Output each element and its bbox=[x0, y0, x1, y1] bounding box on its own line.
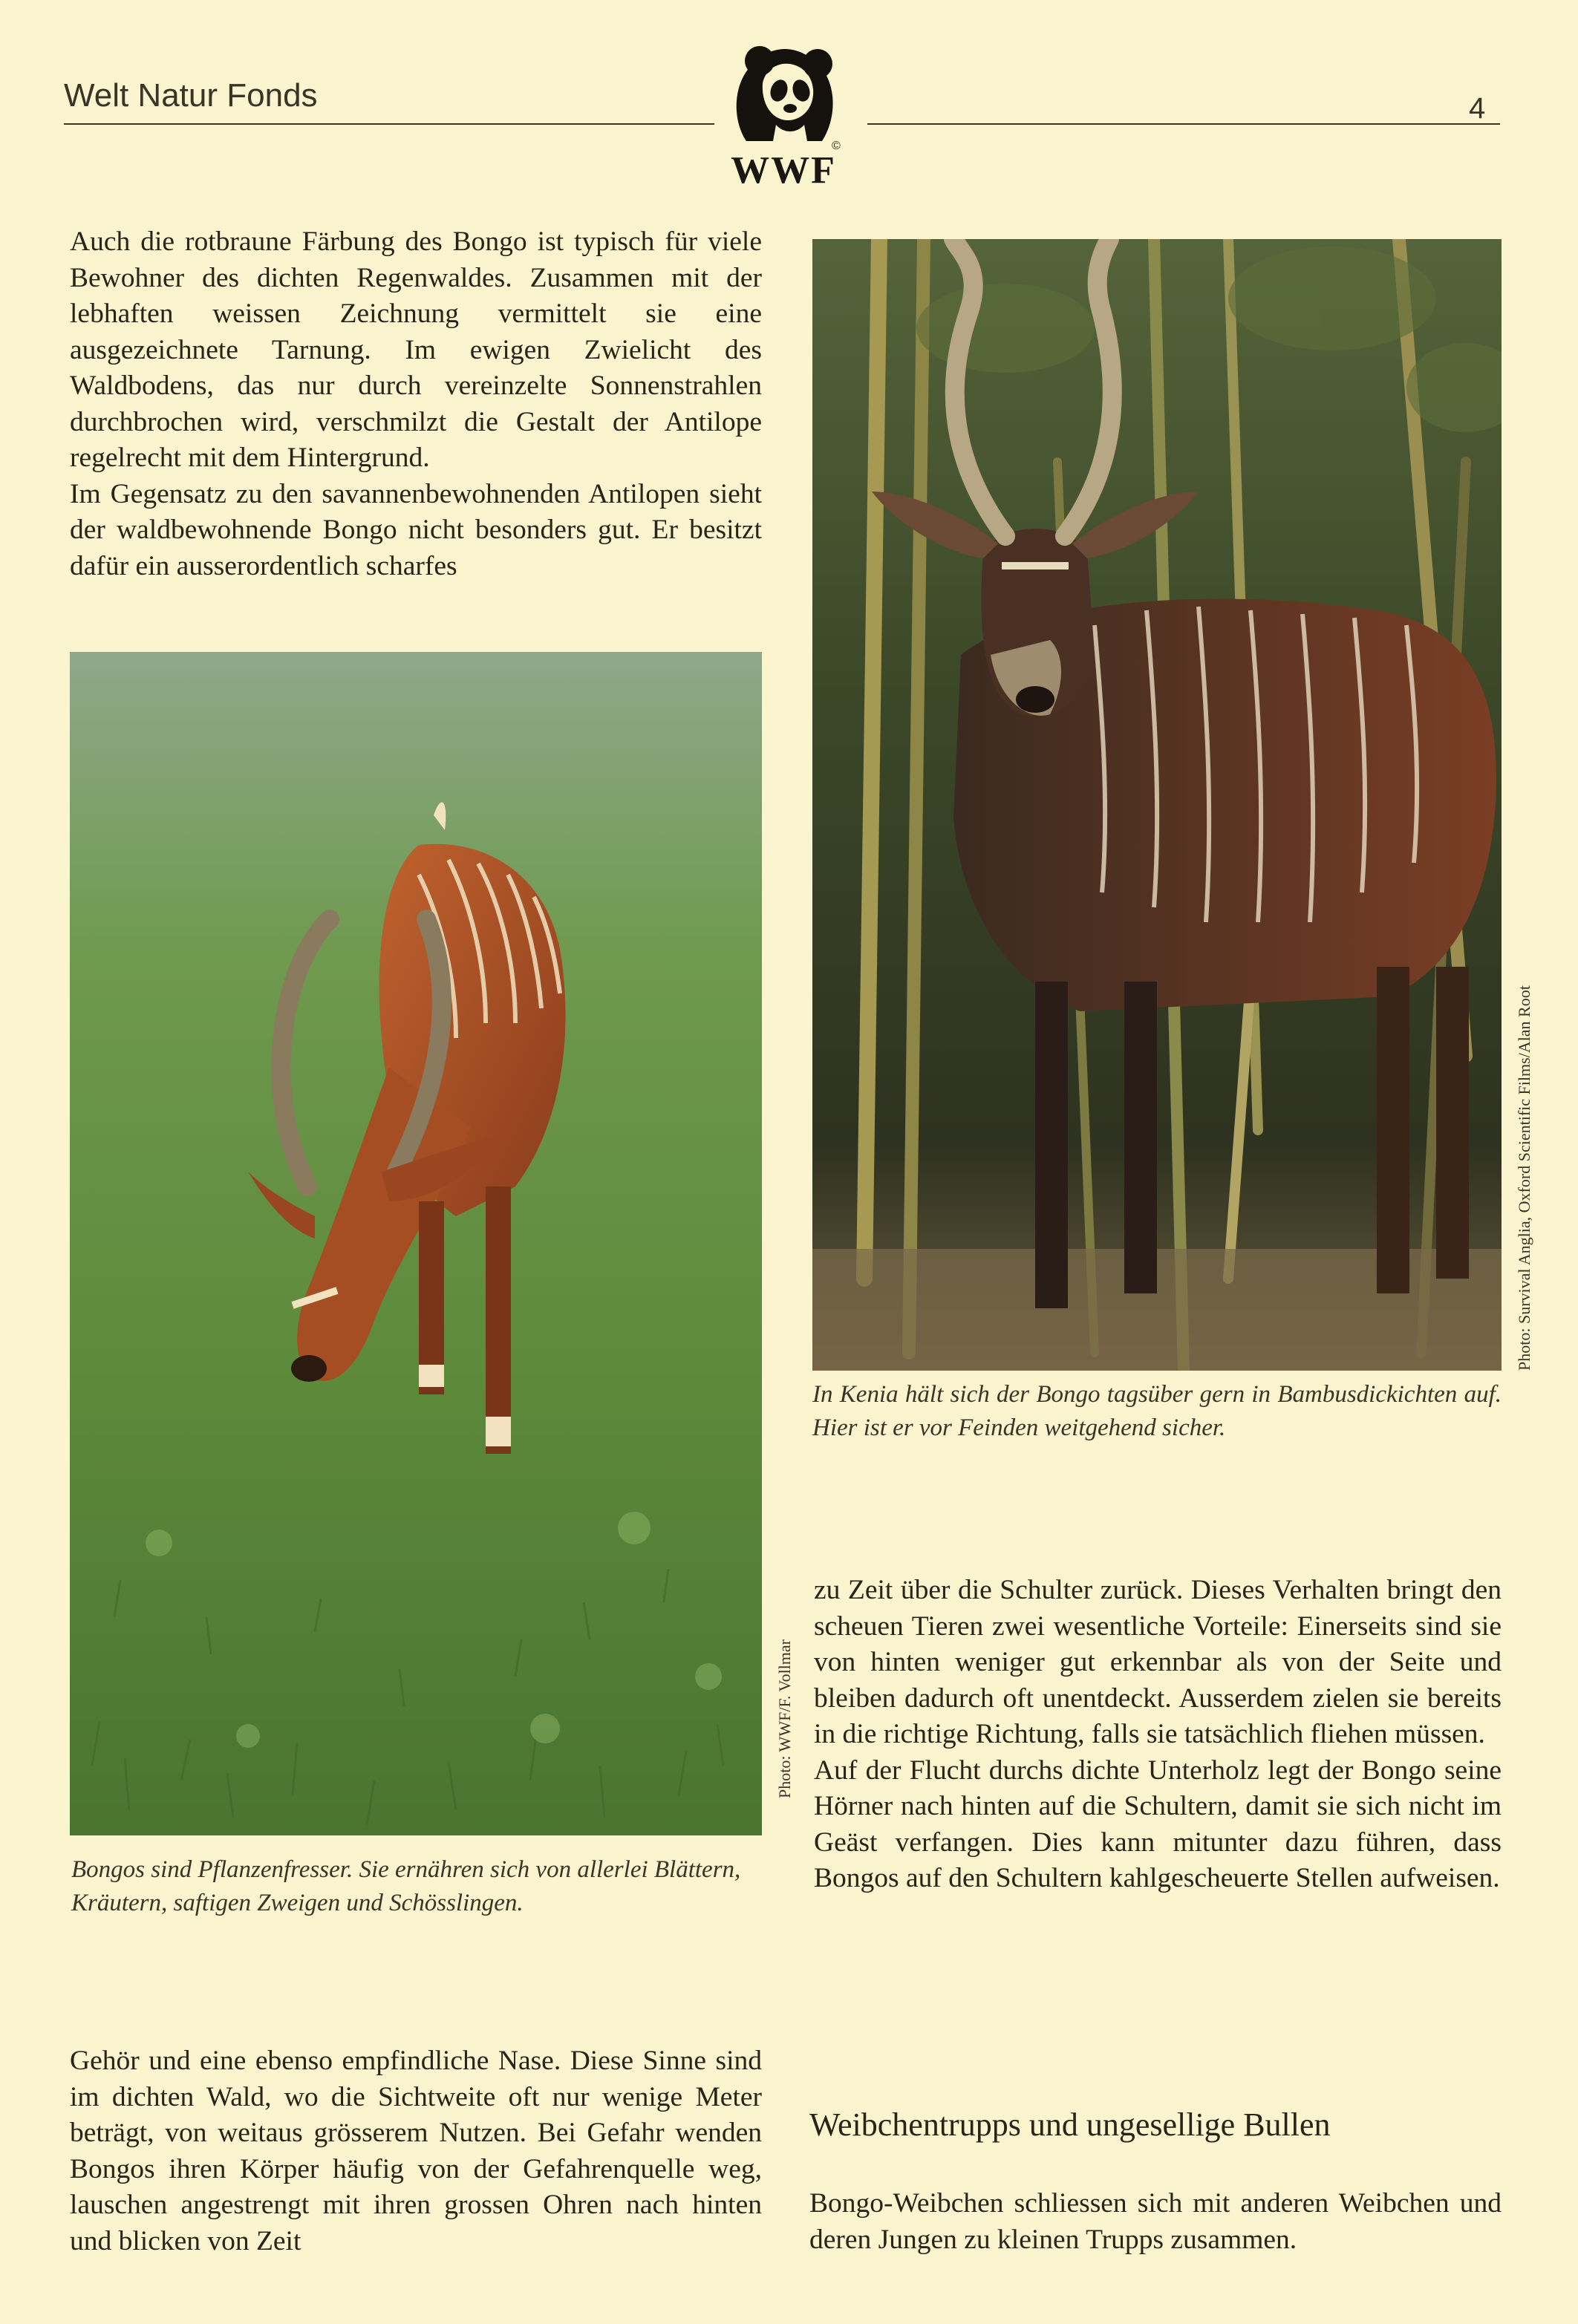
header-rule-right bbox=[867, 123, 1500, 125]
right-paragraph-1: zu Zeit über die Schulter zurück. Dieses Verhalten bringt den scheuen Tieren zwei wesentliche Vorteile: Einerseits sind sie von hinten weniger gut erkennbar als von der Seite und bleiben dadurch oft unentdeckt. Ausserdem zielen sie bereits in die richtige Richtung, falls sie tatsächlich fliehen müssen. bbox=[814, 1575, 1502, 1749]
photo-right-credit: Photo: Survival Anglia, Oxford Scientific Films/Alan Root bbox=[1515, 985, 1533, 1371]
right-paragraph-2: Auf der Flucht durchs dichte Unterholz legt der Bongo seine Hörner nach hinten auf die Schultern, damit sie sich nicht im Geäst verfangen. Dies kann mitunter dazu führen, dass Bongos auf den Schultern kahlgescheuerte Stellen aufweisen. bbox=[814, 1755, 1502, 1893]
intro-paragraph-1: Auch die rotbraune Färbung des Bongo ist typisch für viele Bewohner des dichten Regenwaldes. Zusammen mit der lebhaften weissen Zeichnung vermittelt sie eine ausgezeichnete Tarnung. Im ewigen Zwielicht des Waldbodens, das nur durch vereinzelte Sonnenstrahlen durchbrochen wird, verschmilzt die Gestalt der Antilope regelrecht mit dem Hintergrund. bbox=[70, 226, 762, 473]
section-paragraph: Bongo-Weibchen schliessen sich mit anderen Weibchen und deren Jungen zu kleinen Trupps zusammen. bbox=[809, 2188, 1502, 2255]
bottom-left-paragraph: Gehör und eine ebenso empfindliche Nase. Diese Sinne sind im dichten Wald, wo die Sichtweite oft nur wenige Meter beträgt, von weitaus grösserem Nutzen. Bei Gefahr wenden Bongos ihren Körper häufig von der Gefahrenquelle weg, lauschen angestrengt mit ihren grossen Ohren nach hinten und blicken von Zeit bbox=[70, 2046, 762, 2256]
photo-right-caption: In Kenia hält sich der Bongo tagsüber gern in Bambusdickichten auf. Hier ist er vor Feinden weitgehend sicher. bbox=[812, 1381, 1502, 1441]
photo-left-credit: Photo: WWF/F. Vollmar bbox=[775, 1639, 794, 1798]
logo-wordmark: WWF bbox=[731, 149, 836, 192]
photo-bongo-grazing bbox=[70, 652, 762, 1835]
intro-text bbox=[70, 224, 762, 584]
photo-left-caption: Bongos sind Pflanzenfresser. Sie ernähren sich von allerlei Blättern, Kräutern, saftigen Zweigen und Schösslingen. bbox=[71, 1856, 741, 1916]
photo-bongo-bamboo bbox=[812, 239, 1502, 1371]
wwf-logo bbox=[724, 30, 858, 200]
panda-icon bbox=[724, 30, 843, 148]
copyright-mark: © bbox=[832, 140, 841, 152]
bottom-left-text bbox=[70, 2043, 762, 2259]
section-heading: Weibchentrupps und ungesellige Bullen bbox=[809, 2106, 1331, 2143]
right-column-text bbox=[814, 1573, 1502, 1897]
page-number: 4 bbox=[1469, 92, 1486, 125]
publisher-name: Welt Natur Fonds bbox=[64, 77, 318, 114]
section-text bbox=[809, 2186, 1502, 2258]
header-rule-left bbox=[64, 123, 714, 125]
intro-paragraph-2: Im Gegensatz zu den savannenbewohnenden Antilopen sieht der waldbewohnende Bongo nicht besonders gut. Er besitzt dafür ein ausserordentlich scharfes bbox=[70, 478, 762, 581]
